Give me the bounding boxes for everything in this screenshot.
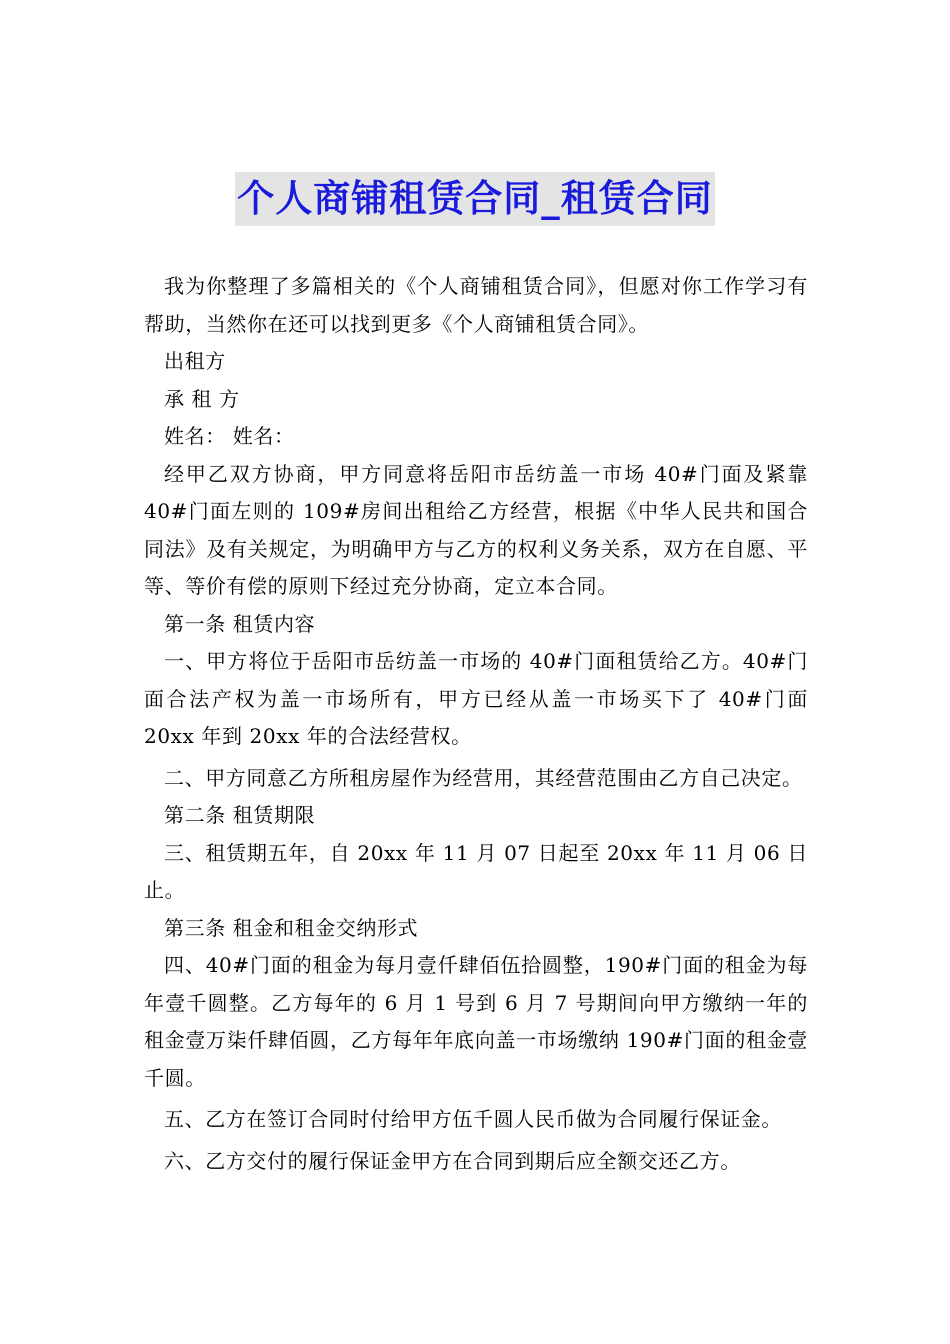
clause-1: 一、甲方将位于岳阳市岳纺盖一市场的 40#门面租赁给乙方。40#门面合法产权为盖一市场所有，甲方已经从盖一市场买下了 40#门面 20xx 年到 20xx 年的合法经营权。 bbox=[144, 649, 808, 748]
article-1-heading: 第一条 租赁内容 bbox=[164, 611, 316, 636]
document-body bbox=[144, 268, 808, 1180]
intro-paragraph: 我为你整理了多篇相关的《个人商铺租赁合同》，但愿对你工作学习有帮助，当然你在还可以找到更多《个人商铺租赁合同》。 bbox=[144, 274, 808, 336]
clause-3: 三、租赁期五年，自 20xx 年 11 月 07 日起至 20xx 年 11 月 06 日止。 bbox=[144, 840, 808, 902]
lessor-label: 出租方 bbox=[164, 349, 226, 373]
clause-5: 五、乙方在签订合同时付给甲方伍千圆人民币做为合同履行保证金。 bbox=[164, 1107, 782, 1131]
document-title: 个人商铺租赁合同_租赁合同 bbox=[235, 172, 715, 226]
article-2-heading: 第二条 租赁期限 bbox=[164, 803, 316, 827]
names-line: 姓名： 姓名： bbox=[164, 424, 295, 448]
title-container bbox=[0, 172, 950, 226]
lessee-label: 承 租 方 bbox=[164, 386, 240, 411]
agreement-paragraph: 经甲乙双方协商，甲方同意将岳阳市岳纺盖一市场 40#门面及紧靠 40#门面左则的 109#房间出租给乙方经营，根据《中华人民共和国合同法》及有关规定，为明确甲方与乙方的权利义务关系，双方在自愿、平等、等价有偿的原则下经过充分协商，定立本合同。 bbox=[144, 461, 808, 598]
article-3-heading: 第三条 租金和租金交纳形式 bbox=[164, 915, 419, 940]
clause-2: 二、甲方同意乙方所租房屋作为经营用，其经营范围由乙方自己决定。 bbox=[164, 765, 803, 790]
clause-4: 四、40#门面的租金为每月壹仟肆佰伍拾圆整，190#门面的租金为每年壹千圆整。乙方每年的 6 月 1 号到 6 月 7 号期间向甲方缴纳一年的租金壹万柒仟肆佰圆，乙方每年年底向盖一市场缴纳 190#门面的租金壹千圆。 bbox=[144, 953, 808, 1090]
clause-6: 六、乙方交付的履行保证金甲方在合同到期后应全额交还乙方。 bbox=[164, 1148, 741, 1173]
